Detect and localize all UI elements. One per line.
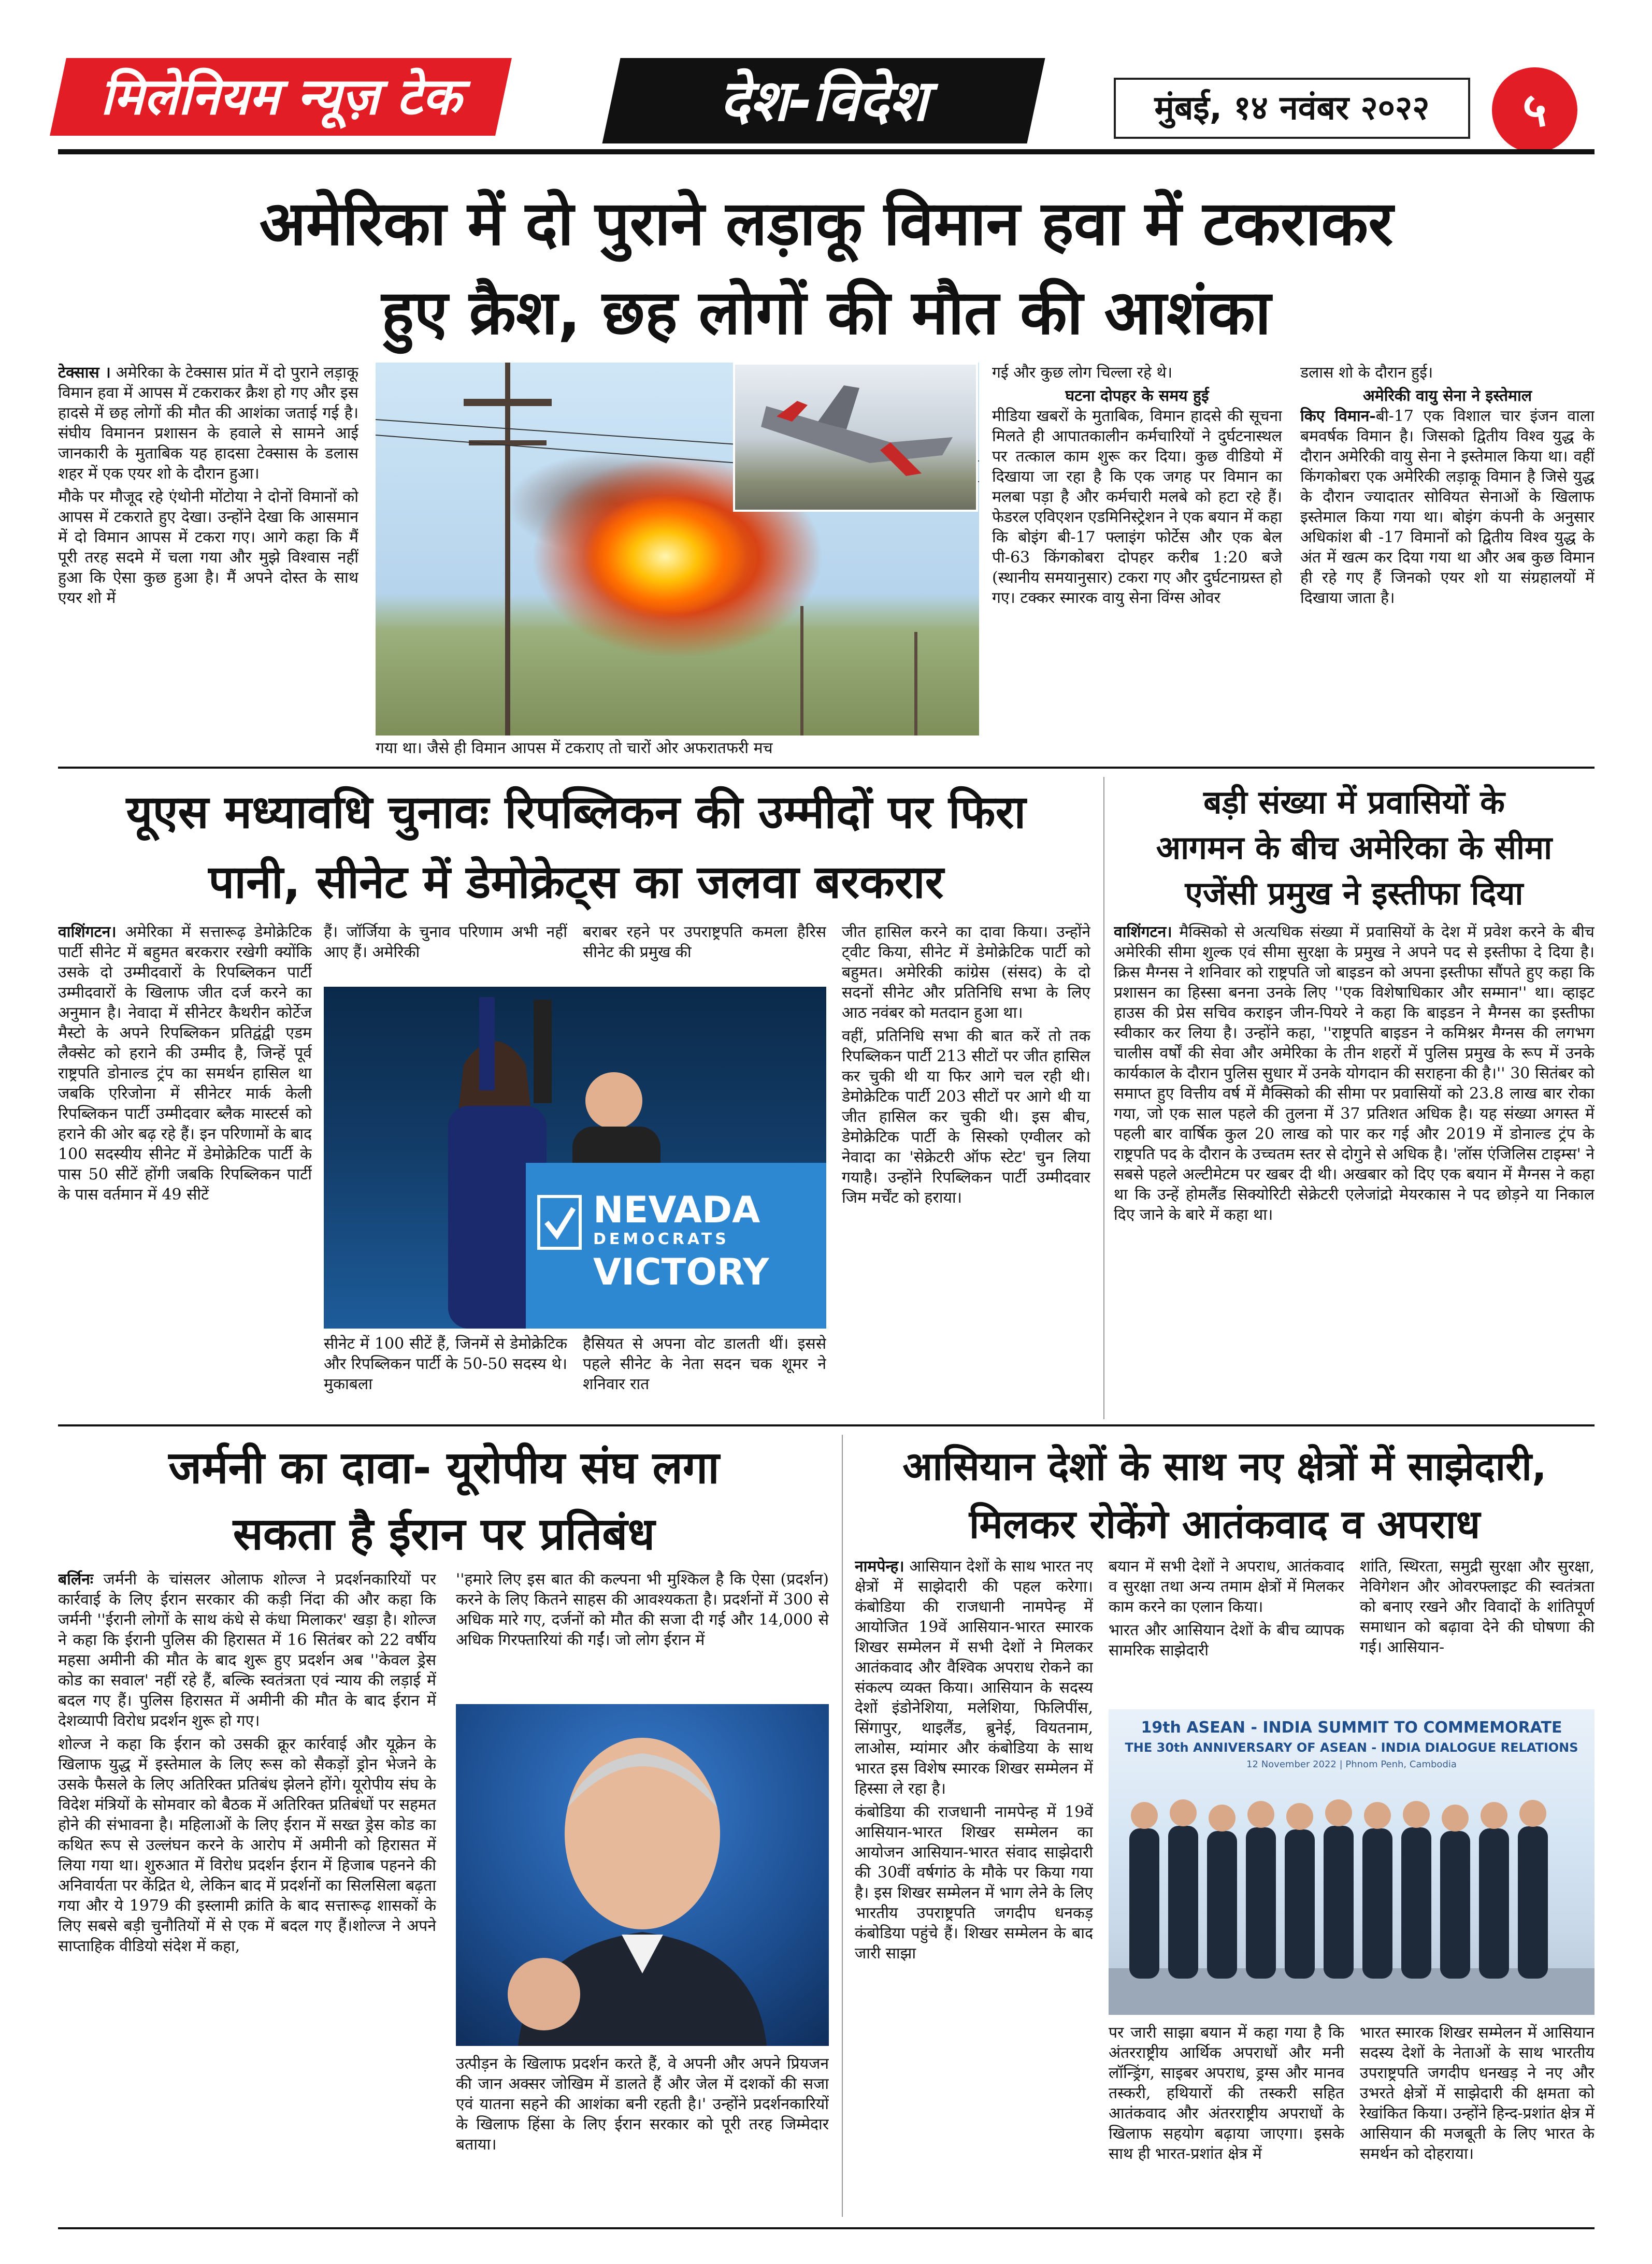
story4-col2-bottom: उत्पीड़न के खिलाफ प्रदर्शन करते हैं, वे अपनी और अपने प्रियजन की जान अक्सर जोखिम में डालते हैं और जेल में दशकों की सजा एवं यातना सहने की आशंका बनी रहती है।' उन्होंने प्रदर्शनकारियों के खिलाफ हिंसा के लिए ईरान सरकार को पूरी तरह जिम्मेदार बताया।: [456, 2055, 829, 2154]
story1-headline-line2: हुए क्रैश, छह लोगों की मौत की आशंका: [381, 277, 1271, 348]
section-banner: [602, 58, 1045, 143]
story2-col1-p1: अमेरिका में सत्तारूढ़ डेमोक्रेटिक पार्टी सीनेट में बहुमत बरकरार रखेगी क्योंकि उसके दो उम्मीदवारों के रिपब्लिकन पार्टी उम्मीदवारों के खिलाफ जीत दर्ज करने का अनुमान है। नेवादा में सीनेटर कैथरीन कोर्टेज मैस्टो के अपने रिपब्लिकन प्रतिद्वंद्वी एडम लैक्सेट को हराने की उम्मीद है, जिन्हें पूर्व राष्ट्रपति डोनाल्ड ट्रंप का समर्थन हासिल था जबकि एरिजोना में सीनेटर मार्क केली रिपब्लिकन पार्टी उम्मीदवार ब्लैक मास्टर्स को हराने की ओर बढ़ रहे हैं। इन परिणामों के बाद 100 सदस्यीय सीनेट में डेमोक्रेटिक पार्टी के पास 50 सीटें होंगी जबकि रिपब्लिकन पार्टी के पास वर्तमान में 49 सीटें: [58, 923, 312, 1204]
asean-leaders-art: [1109, 1709, 1594, 2015]
story4-col2-top: ''हमारे लिए इस बात की कल्पना भी मुश्किल है कि ऐसा (प्रदर्शन) करने के लिए कितने साहस की आवश्यकता है। प्रदर्शनों में 300 से अधिक मारे गए, दर्जनों को मौत की सजा दी गई और 14,000 से अधिक गिरफ्तारियां की गईं। जो लोग ईरान में: [456, 1570, 829, 1649]
story1-col3-p2: मीडिया खबरों के मुताबिक, विमान हादसे की सूचना मिलते ही आपातकालीन कर्मचारियों ने दुर्घटनास्थल पर तत्काल काम शुरू कर दिया। कुछ वीडियो में दिखाया जा रहा है कि एक जगह पर विमान का मलबा पड़ा है और कर्मचारी मलबे को हटा रहे हैं। फेडरल एविएशन एडमिनिस्ट्रेशन ने एक बयान में कहा कि बोइंग बी-17 फ्लाइंग फोर्टेस और एक बेल पी-63 किंगकोबरा दोपहर करीब 1:20 बजे (स्थानीय समयानुसार) टकरा गए और दुर्घटनाग्रस्त हो गए। टक्कर स्मारक वायु सेना विंग्स ओवर: [992, 407, 1282, 607]
story2-col3-top: बराबर रहने पर उपराष्ट्रपति कमला हैरिस सीनेट की प्रमुख की: [583, 923, 826, 961]
story1-col4-subhead-a: अमेरिकी वायु सेना ने इस्तेमाल: [1362, 387, 1532, 405]
story2-headline-line2: पानी, सीनेट में डेमोक्रेट्स का जलवा बरकरार: [208, 855, 944, 909]
story5-col3-bottom: भारत स्मारक शिखर सम्मेलन में आसियान सदस्य देशों के नेताओं के साथ भारतीय उपराष्ट्रपति जगदीप धनखड़ ने नए और उभरते क्षेत्रों में साझेदारी की क्षमता को रेखांकित किया। उन्होंने हिन्द-प्रशांत क्षेत्र में आसियान की मजबूती के लिए भारत के समर्थन को दोहराया।: [1360, 2024, 1594, 2163]
story1-col4-p1: डलास शो के दौरान हुई।: [1300, 364, 1433, 382]
story3-body: [1114, 922, 1594, 1419]
story1-dateline: टेक्सास ।: [58, 364, 111, 382]
story1-divider: [58, 767, 1594, 769]
story1-col4-subhead-b: किए विमान-: [1300, 407, 1376, 425]
story5-col1-p1: आसियान देशों के साथ भारत नए क्षेत्रों में साझेदारी की पहल करेगा। कंबोडिया की राजधानी नामपेन्ह में आयोजित 19वें आसियान-भारत स्मारक शिखर सम्मेलन में सभी देशों ने मिलकर आतंकवाद और वैश्विक अपराध रोकने का संकल्प व्यक्त किया। आसियान के सदस्य देशों इंडोनेशिया, मलेशिया, फिलिपींस, सिंगापुर, थाइलैंड, ब्रुनेई, वियतनाम, लाओस, म्यांमार और कंबोडिया के साथ भारत इस विशेष स्मारक शिखर सम्मेलन में हिस्सा ले रहा है।: [855, 1558, 1093, 1798]
story1-headline-line1: अमेरिका में दो पुराने लड़ाकू विमान हवा में टकराकर: [259, 188, 1394, 259]
story5-col3-top: शांति, स्थिरता, समुद्री सुरक्षा और सुरक्षा, नेविगेशन और ओवरफ्लाइट की स्वतंत्रता को बनाए रखने और विवादों के शांतिपूर्ण समाधान को बढ़ावा देने की घोषणा की गई। आसियान-: [1360, 1558, 1594, 1656]
wreckage-inset-photo: [733, 363, 978, 512]
asean-summit-photo: [1109, 1709, 1594, 2015]
story4-story5-separator: [842, 1435, 843, 2217]
story5-col2-top: [1109, 1556, 1344, 1701]
section-name: देश-विदेश: [720, 67, 928, 134]
story3-headline-line2: आगमन के बीच अमेरिका के सीमा: [1156, 829, 1553, 867]
story4-dateline: बर्लिनः: [58, 1570, 93, 1589]
story4-col1-p1: जर्मनी के चांसलर ओलाफ शोल्ज ने प्रदर्शनकारियों पर कार्रवाई के लिए ईरान सरकार की कड़ी निंदा की और कहा कि जर्मनी ''ईरानी लोगों के साथ कंधे से कंधा मिलाकर' खड़ा है। शोल्ज ने कहा कि ईरानी पुलिस की हिरासत में 16 सितंबर को 22 वर्षीय महसा अमीनी की मौत के बाद शुरू हुए प्रदर्शन अब ''केवल ड्रेस कोड का सवाल' नहीं रहे हैं, बल्कि स्वतंत्रता एवं न्याय की लड़ाई में बदल गए हैं। पुलिस हिरासत में अमीनी की मौत के बाद ईरान में देशव्यापी विरोध प्रदर्शन शुरू हो गए।: [58, 1570, 436, 1730]
story1-col4-p2: बी-17 एक विशाल चार इंजन वाला बमवर्षक विमान है। जिसको द्वितीय विश्व युद्ध के दौरान अमेरिकी वायु सेना ने इस्तेमाल किया था। वहीं किंगकोबरा एक अमेरिकी लड़ाकू विमान है जिसे युद्ध के दौरान ज्यादातर सोवियत सेनाओं के खिलाफ इस्तेमाल किया गया था। बोइंग कंपनी के अनुसार अधिकांश बी -17 विमानों को द्वितीय विश्व युद्ध के अंत में खत्म कर दिया गया था और अब कुछ विमान ही रहे गए हैं जिनको एयर शो या संग्रहालयों में दिखाया जाता है।: [1300, 407, 1594, 607]
scholz-photo-art: [456, 1704, 829, 2046]
podium-sign-bottom: VICTORY: [593, 1251, 769, 1293]
story3-headline-line3: एजेंसी प्रमुख ने इस्तीफा दिया: [1185, 874, 1524, 912]
story2-col1: [58, 922, 312, 1419]
scholz-photo: [456, 1704, 829, 2046]
story2-col2-bottom: सीनेट में 100 सीटें हैं, जिनमें से डेमोक्रेटिक और रिपब्लिकन पार्टी के 50-50 सदस्य थे। मुकाबला: [324, 1335, 567, 1393]
story1-col4: [1300, 363, 1594, 761]
story4-headline: [58, 1435, 830, 1567]
podium-sign: [526, 1163, 826, 1329]
story2-headline: [58, 777, 1094, 917]
nevada-victory-photo: [324, 987, 826, 1329]
story4-headline-line2: सकता है ईरान पर प्रतिबंध: [233, 1508, 655, 1560]
asean-banner-line1: 19th ASEAN - INDIA SUMMIT TO COMMEMORATE: [1141, 1719, 1562, 1737]
story2-col2-top: हैं। जॉर्जिया के चुनाव परिणाम अभी नहीं आए हैं। अमेरिकी: [324, 923, 567, 961]
issue-date: मुंबई, १४ नवंबर २०२२: [1114, 78, 1470, 139]
story4-col1-p2: शोल्ज ने कहा कि ईरान को उसकी क्रूर कार्रवाई और यूक्रेन के खिलाफ युद्ध में इस्तेमाल के लिए रूस को सैकड़ों ड्रोन भेजने के उसके फैसले के लिए अतिरिक्त प्रतिबंध झेलने होंगे। यूरोपीय संघ के विदेश मंत्रियों के सोमवार को बैठक में अतिरिक्त प्रतिबंधों पर सहमत होने की संभावना है। महिलाओं के लिए ईरान में सख्त ड्रेस कोड का कथित रूप से उल्लंघन करने के आरोप में अमीनी को हिरासत में लिया गया था। शुरुआत में विरोध प्रदर्शन ईरान में हिजाब पहनने की अनिवार्यता पर केंद्रित थे, लेकिन बाद में प्रदर्शनों का सिलसिला बढ़ता गया और ये 1979 की इस्लामी क्रांति के बाद सत्तारूढ़ शासकों के लिए सबसे बड़ी चुनौतियों में से एक में बदल गए हैं।शोल्ज ने अपने साप्ताहिक वीडियो संदेश में कहा,: [58, 1735, 436, 1955]
story3-headline-line1: बड़ी संख्या में प्रवासियों के: [1203, 783, 1505, 821]
story5-headline-line1: आसियान देशों के साथ नए क्षेत्रों में साझेदारी,: [902, 1443, 1547, 1489]
brand-logo: [50, 58, 512, 136]
story1-under-photo: गया था। जैसे ही विमान आपस में टकराए तो चारों ओर अफरातफरी मच: [376, 739, 773, 757]
story2-col4-p2: वहीं, प्रतिनिधि सभा की बात करें तो तक रिपब्लिकन पार्टी 213 सीटों पर जीत हासिल कर चुकी थी या फिर आगे चल रही थी। डेमोक्रेटिक पार्टी 203 सीटों पर आगे थी या जीत हासिल कर चुकी थी। इस बीच, डेमोक्रेटिक पार्टी के सिस्को एग्वीलर को नेवादा का 'सेक्रेटरी ऑफ स्टेट' चुन लिया गयाहै। उन्होंने रिपब्लिकन पार्टी उम्मीदवार जिम मर्चेंट को हराया।: [842, 1027, 1090, 1207]
story1-col3: [992, 363, 1282, 761]
story2-headline-line1: यूएस मध्यावधि चुनावः रिपब्लिकन की उम्मीदों पर फिरा: [126, 785, 1026, 839]
story2-dateline: वाशिंगटन।: [58, 923, 117, 941]
story4-col1: [58, 1569, 436, 2217]
story5-dateline: नामपेन्ह।: [855, 1558, 904, 1576]
story4-headline-line1: जर्मनी का दावा- यूरोपीय संघ लगा: [168, 1442, 720, 1494]
asean-banner-line2: THE 30th ANNIVERSARY OF ASEAN - INDIA DIALOGUE RELATIONS: [1125, 1740, 1578, 1755]
story2-col4-p1: जीत हासिल करने का दावा किया। उन्होंने ट्वीट किया, सीनेट में डेमोक्रेटिक पार्टी को बहुमत। अमेरिकी कांग्रेस (संसद) के दो सदनों सीनेट और प्रतिनिधि सभा के लिए आठ नवंबर को मतदान हुआ था।: [842, 923, 1090, 1022]
story1-col3-p1: गई और कुछ लोग चिल्ला रहे थे।: [992, 364, 1173, 382]
story5-col2-bottom: पर जारी साझा बयान में कहा गया है कि अंतरराष्ट्रीय आर्थिक अपराधों और मनी लॉन्ड्रिंग, साइबर अपराध, ड्रग्स और मानव तस्करी, हथियारों की तस्करी सहित आतंकवाद और अंतरराष्ट्रीय अपराधों के खिलाफ सहयोग बढ़ाया जाएगा। इसके साथ ही भारत-प्रशांत क्षेत्र में: [1109, 2024, 1344, 2163]
story3-body-text: मैक्सिको से अत्यधिक संख्या में प्रवासियों के देश में प्रवेश करने के बीच अमेरिकी सीमा शुल्क एवं सीमा सुरक्षा के प्रमुख ने अपने पद से इस्तीफा दे दिया है। क्रिस मैग्नस ने शनिवार को राष्ट्रपति जो बाइडन को अपना इस्तीफा सौंपते हुए कहा कि प्रशासन का हिस्सा बनना उनके लिए ''एक विशेषाधिकार और सम्मान'' था। व्हाइट हाउस की प्रेस सचिव कराइन जीन-पियरे ने कहा कि बाइडन ने मैग्नस का इस्तीफा स्वीकार कर लिया है। उन्होंने कहा, ''राष्ट्रपति बाइडन ने कमिश्नर मैग्नस की लगभग चालीस वर्षों की सेवा और अमेरिका के तीन शहरों में पुलिस प्रमुख के रूप में उनके कार्यकाल के दौरान पुलिस सुधार में उनके योगदान की सराहना की है।'' 30 सितंबर को समाप्त हुए वित्तीय वर्ष में मैक्सिको की सीमा पर प्रवासियों को 23.8 लाख बार रोका गया, जो एक साल पहले की तुलना में 37 प्रतिशत अधिक है। यह संख्या अगस्त में पहली बार वार्षिक कुल 20 लाख को पार कर गई और 2019 में डोनाल्ड ट्रंप के राष्ट्रपति पद के दौरान के उच्चतम स्तर से दोगुने से अधिक है। 'लॉस एंजिलिस टाइम्स' ने सबसे पहले अल्टीमेटम पर खबर दी थी। अखबार को दिए एक बयान में मैग्नस ने कहा था कि उन्हें होमलैंड सिक्योरिटी सेक्रेटरी एलेजांद्रो मेयरकास ने पद छोड़ने या निकाल दिए जाने के बारे में कहा था।: [1114, 923, 1594, 1224]
story5-col2-top-p1: बयान में सभी देशों ने अपराध, आतंकवाद व सुरक्षा तथा अन्य तमाम क्षेत्रों में मिलकर काम करने का एलान किया।: [1109, 1558, 1344, 1616]
brand-name: मिलेनियम न्यूज़ टेक: [100, 67, 462, 126]
story5-col1: [855, 1556, 1093, 2217]
story1-col1-p1: अमेरिका के टेक्सास प्रांत में दो पुराने लड़ाकू विमान हवा में आपस में टकराकर क्रैश हो गए और इस हादसे में छह लोगों की मौत की आशंका जताई गई है। संघीय विमानन प्रशासन के हवाले से सामने आई जानकारी के मुताबिक यह हादसा टेक्सास के डलास शहर में एक एयर शो के दौरान हुआ।: [58, 364, 358, 483]
story1-col1: [58, 363, 358, 761]
page-number: ५: [1492, 67, 1577, 153]
story5-col2-top-p2: भारत और आसियान देशों के बीच व्यापक सामरिक साझेदारी: [1109, 1621, 1344, 1660]
story2-col3-bottom: हैसियत से अपना वोट डालती थीं। इससे पहले सीनेट के नेता सदन चक शूमर ने शनिवार रात: [583, 1335, 826, 1393]
story2-col4: [842, 922, 1090, 1419]
story1-headline: [58, 179, 1594, 357]
story3-dateline: वाशिंगटन।: [1114, 923, 1172, 941]
story5-headline-line2: मिलकर रोकेंगे आतंकवाद व अपराध: [969, 1501, 1481, 1547]
asean-banner-line3: 12 November 2022 | Phnom Penh, Cambodia: [1246, 1759, 1457, 1770]
wreckage-art: [735, 365, 976, 510]
story3-headline: [1114, 780, 1594, 916]
nevada-check-icon: [536, 1194, 583, 1251]
podium-sign-top: NEVADA: [593, 1189, 760, 1231]
story1-col3-subhead: घटना दोपहर के समय हुई: [1065, 387, 1209, 405]
story1-col1-p2: मौके पर मौजूद रहे एंथोनी मोंटोया ने दोनों विमानों को आपस में टकराते हुए देखा। उन्होंने देखा कि आसमान में दो विमान आपस में टकरा गए। आगे कहा कि मैं पूरी तरह सदमे में चला गया और मुझे विश्वास नहीं हुआ कि ऐसा कुछ हुआ है। मैं अपने दोस्त के साथ एयर शो में: [58, 488, 358, 607]
masthead-rule: [58, 149, 1594, 154]
story2-divider: [58, 1424, 1594, 1426]
story5-headline: [855, 1437, 1594, 1553]
crash-explosion-photo: [376, 363, 979, 736]
story2-story3-separator: [1103, 777, 1104, 1419]
story5-col1-p2: कंबोडिया की राजधानी नामपेन्ह में 19वें आसियान-भारत शिखर सम्मेलन का आयोजन आसियान-भारत संवाद साझेदारी की 30वीं वर्षगांठ के मौके पर किया गया है। इस शिखर सम्मेलन में भाग लेने के लिए भारतीय उपराष्ट्रपति जगदीप धनकड़ कंबोडिया पहुंचे हैं। शिखर सम्मेलन के बाद जारी साझा: [855, 1803, 1093, 1963]
podium-sign-mid: DEMOCRATS: [593, 1230, 729, 1248]
page-bottom-rule: [58, 2227, 1594, 2229]
